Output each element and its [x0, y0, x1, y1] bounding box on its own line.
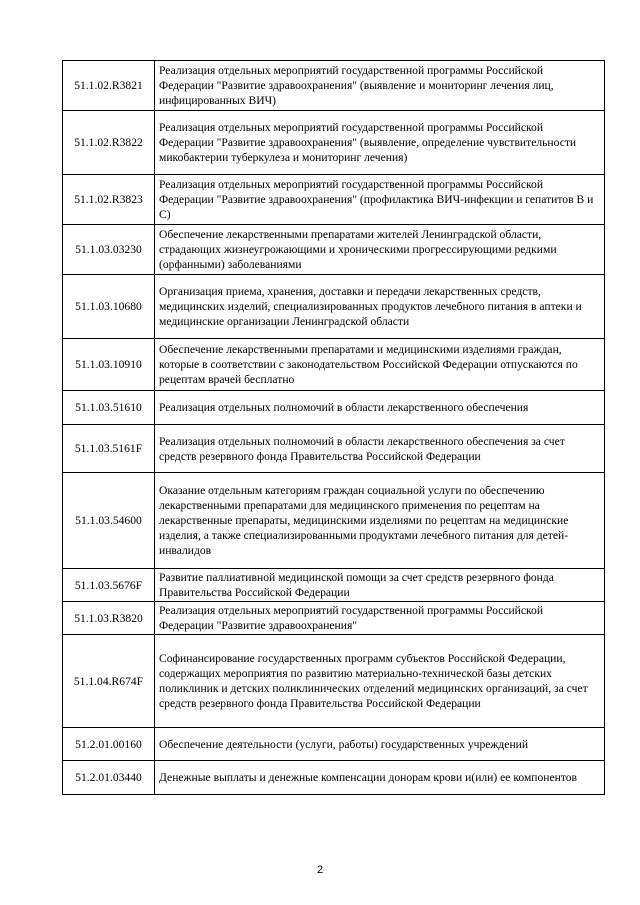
description-cell: Обеспечение деятельности (услуги, работы) государственных учреждений: [155, 728, 605, 761]
code-cell: 51.2.01.00160: [63, 728, 155, 761]
code-cell: 51.1.03.10910: [63, 339, 155, 391]
description-cell: Развитие паллиативной медицинской помощи за счет средств резервного фонда Правительства Российской Федерации: [155, 569, 605, 602]
code-cell: 51.1.03.51610: [63, 391, 155, 425]
code-cell: 51.1.03.10680: [63, 275, 155, 339]
description-cell: Обеспечение лекарственными препаратами и медицинскими изделиями граждан, которые в соответствии с законодательством Российской Федерации отпускаются по рецептам врачей бесплатно: [155, 339, 605, 391]
code-cell: 51.1.04.R674F: [63, 635, 155, 728]
description-cell: Софинансирование государственных программ субъектов Российской Федерации, содержащих мероприятия по развитию материально-технической базы детских поликлиник и детских поликлинических отделений медицинских организаций, за счет средств резервного фонда Правительства Российской Федерации: [155, 635, 605, 728]
description-cell: Организация приема, хранения, доставки и передачи лекарственных средств, медицинских изделий, специализированных продуктов лечебного питания в аптеки и медицинские организации Ленинградской области: [155, 275, 605, 339]
description-cell: Денежные выплаты и денежные компенсации донорам крови и(или) ее компонентов: [155, 761, 605, 795]
code-cell: 51.1.03.5676F: [63, 569, 155, 602]
code-cell: 51.1.02.R3822: [63, 111, 155, 175]
budget-code-table: [62, 60, 605, 795]
table-row: [63, 569, 605, 602]
table-row: [63, 111, 605, 175]
code-cell: 51.1.02.R3823: [63, 175, 155, 225]
table-row: [63, 275, 605, 339]
code-cell: 51.2.01.03440: [63, 761, 155, 795]
table-row: [63, 175, 605, 225]
code-cell: 51.1.02.R3821: [63, 61, 155, 111]
code-cell: 51.1.03.03230: [63, 225, 155, 275]
table-row: [63, 635, 605, 728]
code-cell: 51.1.03.R3820: [63, 602, 155, 635]
page-number: 2: [316, 864, 324, 876]
table-row: [63, 761, 605, 795]
description-cell: Реализация отдельных мероприятий государственной программы Российской Федерации "Развитие здравоохранения" (выявление, определение чувствительности микобактерии туберкулеза и мониторинг лечения): [155, 111, 605, 175]
code-cell: 51.1.03.54600: [63, 473, 155, 569]
table-row: [63, 473, 605, 569]
table-row: [63, 425, 605, 473]
table-row: [63, 602, 605, 635]
table-row: [63, 391, 605, 425]
description-cell: Обеспечение лекарственными препаратами жителей Ленинградской области, страдающих жизнеугрожающими и хроническими прогрессирующими редкими (орфанными) заболеваниями: [155, 225, 605, 275]
description-cell: Реализация отдельных мероприятий государственной программы Российской Федерации "Развитие здравоохранения" (выявление и мониторинг лечения лиц, инфицированных ВИЧ): [155, 61, 605, 111]
description-cell: Реализация отдельных полномочий в области лекарственного обеспечения за счет средств резервного фонда Правительства Российской Федерации: [155, 425, 605, 473]
description-cell: Реализация отдельных полномочий в области лекарственного обеспечения: [155, 391, 605, 425]
table-row: [63, 225, 605, 275]
table-row: [63, 728, 605, 761]
table-row: [63, 339, 605, 391]
description-cell: Реализация отдельных мероприятий государственной программы Российской Федерации "Развитие здравоохранения": [155, 602, 605, 635]
code-cell: 51.1.03.5161F: [63, 425, 155, 473]
description-cell: Реализация отдельных мероприятий государственной программы Российской Федерации "Развитие здравоохранения" (профилактика ВИЧ-инфекции и гепатитов В и С): [155, 175, 605, 225]
table-row: [63, 61, 605, 111]
description-cell: Оказание отдельным категориям граждан социальной услуги по обеспечению лекарственными препаратами для медицинского применения по рецептам на лекарственные препараты, медицинскими изделиями по рецептам на медицинские изделия, а также специализированными продуктами лечебного питания для детей-инвалидов: [155, 473, 605, 569]
